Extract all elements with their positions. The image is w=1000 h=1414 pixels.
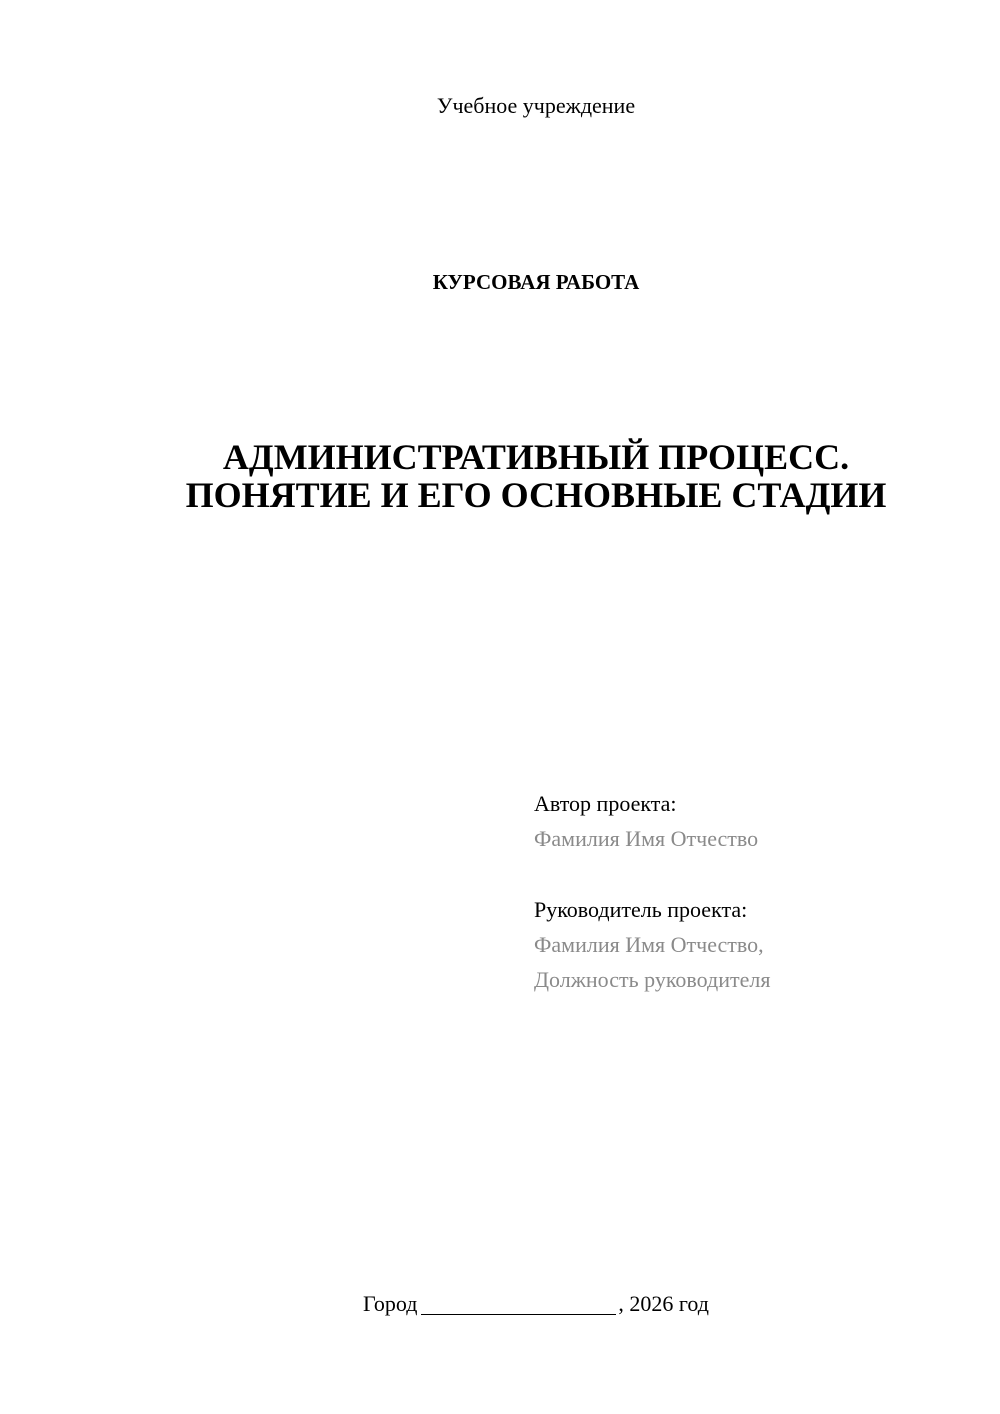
author-block — [534, 786, 954, 856]
institution-name: Учебное учреждение — [436, 93, 636, 118]
year-text: , 2026 год — [618, 1291, 709, 1316]
city-label: Город — [363, 1291, 418, 1316]
supervisor-position: Должность руководителя — [534, 967, 771, 992]
supervisor-name: Фамилия Имя Отчество, — [534, 932, 764, 957]
document-title — [0, 438, 1000, 514]
author-label: Автор проекта: — [534, 791, 677, 816]
supervisor-block — [534, 892, 954, 997]
author-name: Фамилия Имя Отчество — [534, 826, 759, 851]
supervisor-label: Руководитель проекта: — [534, 897, 748, 922]
footer-city-year — [0, 1289, 1000, 1319]
title-line-2: ПОНЯТИЕ И ЕГО ОСНОВНЫЕ СТАДИИ — [185, 475, 887, 515]
city-blank-line — [421, 1292, 616, 1315]
work-type-heading: КУРСОВАЯ РАБОТА — [432, 270, 640, 294]
title-line-1: АДМИНИСТРАТИВНЫЙ ПРОЦЕСС. — [222, 437, 850, 477]
